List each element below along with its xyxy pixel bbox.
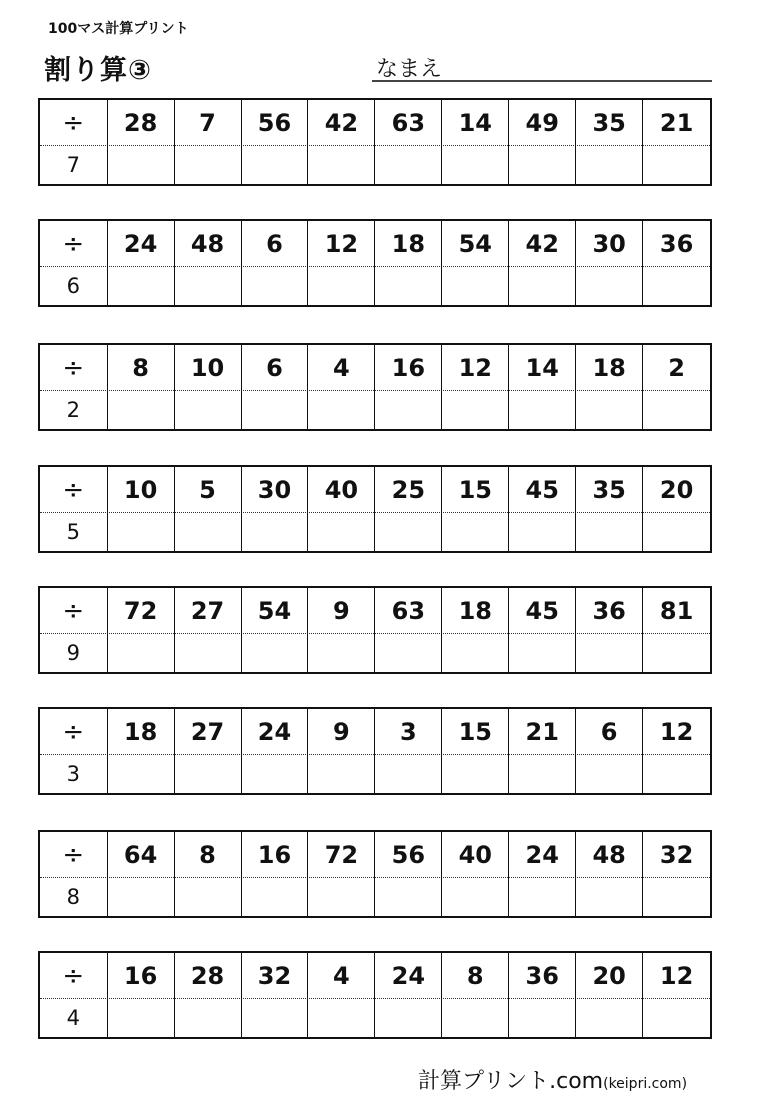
answer-cell[interactable] [375,877,442,916]
dividend-cell: 27 [175,709,242,754]
answer-cell[interactable] [509,754,576,793]
divisor-cell: 6 [40,266,108,305]
answer-cell[interactable] [643,633,710,672]
divisor-cell: 2 [40,390,108,429]
answer-cell[interactable] [242,512,309,551]
operator-cell: ÷ [40,588,108,633]
name-line [372,80,712,82]
answer-cell[interactable] [175,754,242,793]
number-row [40,709,710,755]
answer-row [40,754,710,793]
answer-cell[interactable] [375,512,442,551]
dividend-cell: 48 [576,832,643,877]
divisor-cell: 9 [40,633,108,672]
answer-cell[interactable] [509,266,576,305]
answer-cell[interactable] [576,633,643,672]
answer-cell[interactable] [643,145,710,184]
dividend-cell: 40 [308,467,375,512]
answer-row [40,266,710,305]
operator-cell: ÷ [40,100,108,145]
dividend-cell: 30 [242,467,309,512]
answer-cell[interactable] [175,998,242,1037]
answer-cell[interactable] [509,145,576,184]
dividend-cell: 8 [108,345,175,390]
answer-cell[interactable] [442,512,509,551]
divisor-cell: 3 [40,754,108,793]
dividend-cell: 36 [509,953,576,998]
answer-cell[interactable] [108,145,175,184]
operator-cell: ÷ [40,467,108,512]
dividend-cell: 12 [442,345,509,390]
dividend-cell: 14 [509,345,576,390]
dividend-cell: 32 [659,840,694,869]
dividend-cell: 4 [308,953,375,998]
dividend-cell: 45 [509,588,576,633]
divisor-cell: 4 [40,998,108,1037]
dividend-cell: 18 [576,345,643,390]
dividend-cell: 32 [242,953,309,998]
answer-cell[interactable] [175,145,242,184]
answer-cell[interactable] [643,998,710,1037]
operator-cell: ÷ [40,709,108,754]
answer-cell[interactable] [242,145,309,184]
dividend-cell: 16 [375,345,442,390]
dividend-cell: 14 [442,100,509,145]
dividend-cell: 40 [442,832,509,877]
answer-cell[interactable] [375,754,442,793]
dividend-cell: 16 [108,953,175,998]
dividend-cell: 20 [659,475,694,504]
answer-cell[interactable] [175,877,242,916]
operator-cell: ÷ [40,832,108,877]
dividend-cell: 72 [308,832,375,877]
dividend-cell: 8 [175,832,242,877]
answer-cell[interactable] [375,633,442,672]
series-label: 100マス計算プリント [48,21,189,37]
dividend-cell: 12 [659,717,694,746]
page-title: 割り算③ [44,55,152,86]
dividend-cell: 4 [308,345,375,390]
answer-cell[interactable] [308,266,375,305]
answer-cell[interactable] [242,998,309,1037]
dividend-cell: 10 [175,345,242,390]
dividend-cell: 64 [108,832,175,877]
dividend-cell: 25 [375,467,442,512]
answer-cell[interactable] [375,998,442,1037]
dividend-cell: 49 [509,100,576,145]
answer-cell[interactable] [643,266,710,305]
answer-cell[interactable] [509,512,576,551]
answer-cell[interactable] [576,877,643,916]
answer-cell[interactable] [643,512,710,551]
answer-cell[interactable] [308,390,375,429]
answer-cell[interactable] [308,754,375,793]
answer-cell[interactable] [308,877,375,916]
division-block [38,586,712,674]
answer-cell[interactable] [108,390,175,429]
dividend-cell: 15 [442,467,509,512]
division-block [38,951,712,1039]
answer-cell[interactable] [442,998,509,1037]
dividend-cell: 24 [375,953,442,998]
dividend-cell: 56 [375,832,442,877]
dividend-cell: 7 [175,100,242,145]
division-block [38,343,712,431]
operator-cell: ÷ [40,221,108,266]
answer-cell[interactable] [509,390,576,429]
dividend-cell: 72 [108,588,175,633]
answer-cell[interactable] [576,754,643,793]
dividend-cell: 21 [659,108,694,137]
dividend-cell: 28 [175,953,242,998]
dividend-cell: 36 [659,229,694,258]
dividend-cell: 18 [442,588,509,633]
answer-cell[interactable] [108,998,175,1037]
dividend-cell: 42 [308,100,375,145]
name-label: なまえ [376,57,443,82]
dividend-cell: 6 [576,709,643,754]
dividend-cell: 12 [659,961,694,990]
answer-cell[interactable] [375,390,442,429]
division-block [38,98,712,186]
division-block [38,465,712,553]
dividend-cell: 27 [175,588,242,633]
dividend-cell: 18 [375,221,442,266]
number-row [40,588,710,634]
dividend-cell: 16 [242,832,309,877]
dividend-cell: 21 [509,709,576,754]
answer-cell[interactable] [308,145,375,184]
answer-cell[interactable] [576,512,643,551]
answer-cell[interactable] [242,266,309,305]
dividend-cell: 15 [442,709,509,754]
division-block [38,219,712,307]
dividend-cell: 56 [242,100,309,145]
number-row [40,100,710,146]
answer-cell[interactable] [509,877,576,916]
dividend-cell: 24 [242,709,309,754]
number-row [40,221,710,267]
footer-site: 計算プリント.com [418,1069,604,1094]
answer-cell[interactable] [442,145,509,184]
dividend-cell: 6 [242,345,309,390]
division-block [38,707,712,795]
answer-cell[interactable] [308,998,375,1037]
answer-cell[interactable] [442,877,509,916]
answer-row [40,998,710,1037]
dividend-cell: 18 [108,709,175,754]
answer-cell[interactable] [643,877,710,916]
dividend-cell: 48 [175,221,242,266]
dividend-cell: 45 [509,467,576,512]
divisor-cell: 5 [40,512,108,551]
answer-cell[interactable] [442,754,509,793]
answer-row [40,877,710,916]
dividend-cell: 42 [509,221,576,266]
number-row [40,832,710,878]
dividend-cell: 20 [576,953,643,998]
answer-row [40,145,710,184]
answer-cell[interactable] [442,633,509,672]
answer-cell[interactable] [308,512,375,551]
dividend-cell: 36 [576,588,643,633]
answer-cell[interactable] [108,877,175,916]
answer-cell[interactable] [108,266,175,305]
operator-cell: ÷ [40,345,108,390]
answer-cell[interactable] [576,266,643,305]
dividend-cell: 9 [308,588,375,633]
dividend-cell: 35 [576,467,643,512]
answer-cell[interactable] [442,390,509,429]
divisor-cell: 7 [40,145,108,184]
answer-cell[interactable] [175,512,242,551]
dividend-cell: 63 [375,588,442,633]
answer-row [40,390,710,429]
dividend-cell: 24 [509,832,576,877]
operator-cell: ÷ [40,953,108,998]
dividend-cell: 63 [375,100,442,145]
answer-cell[interactable] [242,754,309,793]
dividend-cell: 12 [308,221,375,266]
number-row [40,345,710,391]
answer-cell[interactable] [576,390,643,429]
answer-cell[interactable] [108,633,175,672]
answer-cell[interactable] [375,266,442,305]
answer-cell[interactable] [509,633,576,672]
divisor-cell: 8 [40,877,108,916]
dividend-cell: 24 [108,221,175,266]
dividend-cell: 6 [242,221,309,266]
dividend-cell: 54 [442,221,509,266]
answer-cell[interactable] [175,266,242,305]
dividend-cell: 8 [442,953,509,998]
dividend-cell: 10 [108,467,175,512]
dividend-cell: 54 [242,588,309,633]
answer-cell[interactable] [108,754,175,793]
answer-cell[interactable] [308,633,375,672]
footer [418,1064,687,1095]
dividend-cell: 2 [668,353,685,382]
answer-cell[interactable] [643,390,710,429]
answer-cell[interactable] [643,754,710,793]
footer-domain: (keipri.com) [603,1076,688,1092]
number-row [40,953,710,999]
dividend-cell: 81 [659,596,694,625]
answer-cell[interactable] [242,633,309,672]
answer-row [40,512,710,551]
answer-cell[interactable] [242,877,309,916]
division-block [38,830,712,918]
dividend-cell: 28 [108,100,175,145]
answer-cell[interactable] [242,390,309,429]
answer-cell[interactable] [442,266,509,305]
answer-cell[interactable] [375,145,442,184]
dividend-cell: 9 [308,709,375,754]
answer-cell[interactable] [576,998,643,1037]
dividend-cell: 35 [576,100,643,145]
answer-row [40,633,710,672]
answer-cell[interactable] [175,390,242,429]
answer-cell[interactable] [509,998,576,1037]
dividend-cell: 3 [375,709,442,754]
number-row [40,467,710,513]
dividend-cell: 5 [175,467,242,512]
dividend-cell: 30 [576,221,643,266]
answer-cell[interactable] [576,145,643,184]
answer-cell[interactable] [175,633,242,672]
answer-cell[interactable] [108,512,175,551]
